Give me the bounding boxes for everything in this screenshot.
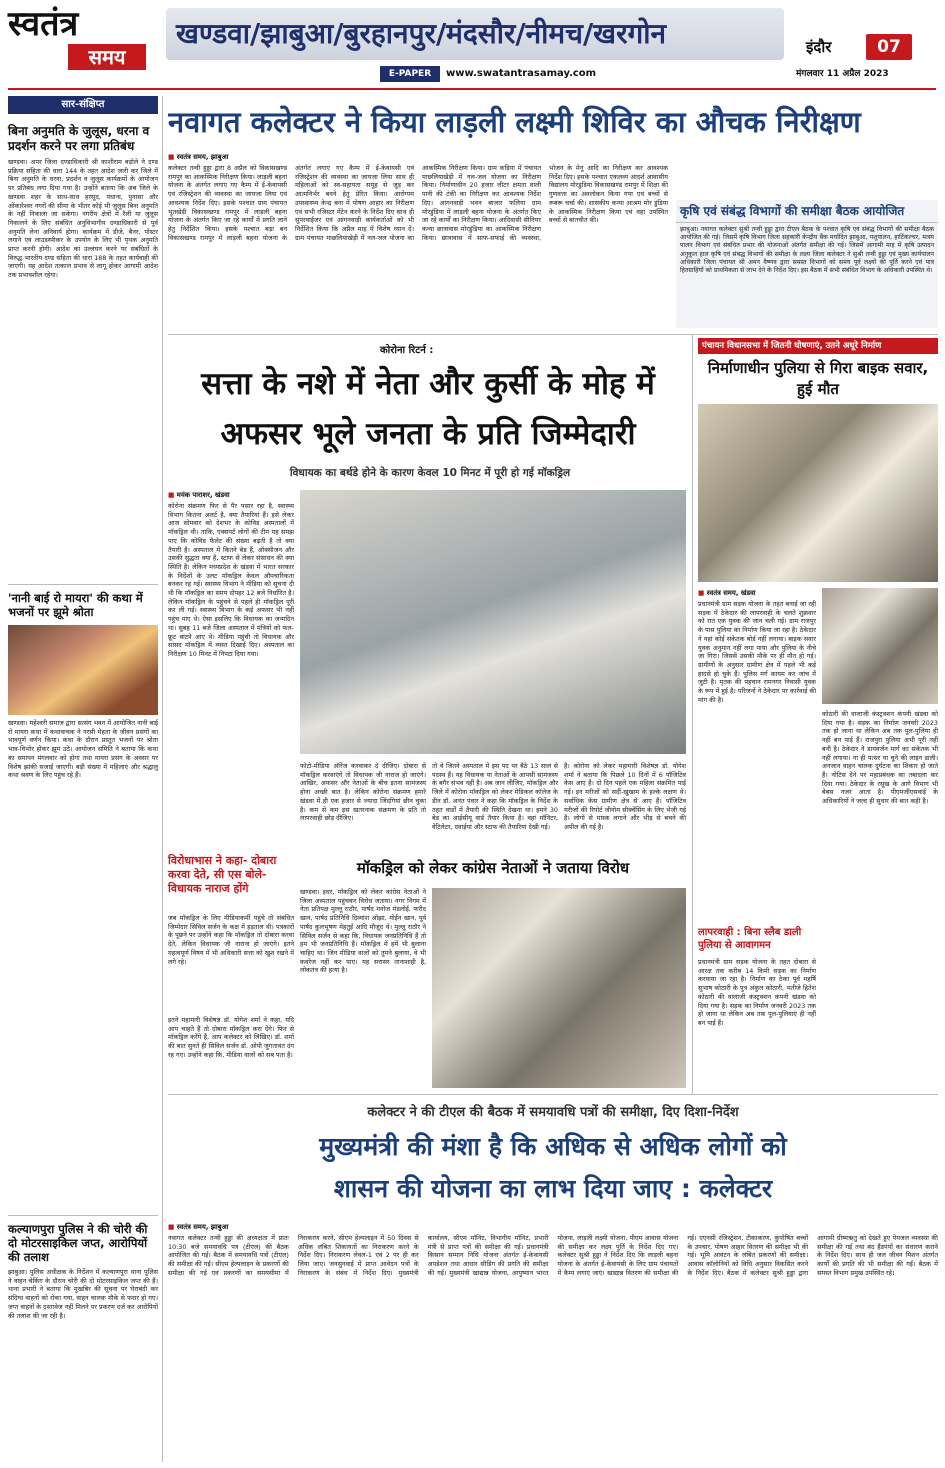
- accident-kicker: पंचायन विधानसभा में जितनी घोषणाएं, उतने अधूरे निर्माण: [698, 338, 938, 354]
- corona-col-a: तो वे जितने अस्पताल में इस पद पर बैठे 13 साल से पदस्थ हैं। यह विधायक या नेताओं के आपसी सामंजस्य के बगैर संभव नहीं है। अब जान लीजिए, मॉकड्रिल और जिले में कोरोना मॉकड्रिल को लेकर मेडिकल कॉलेज के डीन डॉ. अनंत पंवार ने कहा कि मॉकड्रिल के निर्देश के तहत वार्डों में तैयारी की स्थिति देखना था। हमने 30 बेड का आईसीयू वार्ड तैयार किया है। वहां मॉनिटर, वेंटिलेटर, दवाईयां और स्टाफ की तैयारियां देखी गई।: [432, 762, 558, 831]
- section-rule: [168, 1094, 938, 1095]
- accident-inset-photo: [822, 588, 938, 704]
- corona-sub-body: जब मॉकड्रिल के लिए मीडियाकर्मी पहुंचे तो संबंधित जिम्मेदार सिविल सर्जन के कक्ष में हड़ताल थी। पत्रकारों के पूछने पर उन्होंने कहा कि मॉकड्रिल तो दोबारा करवा देते, लेकिन विधायक जी नाराज हो जाएंगे। इतने महत्वपूर्ण विषय में भी अधिकारी सत्ता को खुश रखने में लगे रहे।: [168, 914, 294, 966]
- review-story-body: झाबुआ। नवागत कलेक्टर सुश्री तन्वी हुड्डा द्वारा टीएल बैठक के पश्चात कृषि एवं संबंद्ध विभागों की समीक्षा बैठक आयोजित की गई। जिसमें कृषि विभाग जिला सहकारी केन्द्रीय बैंक मर्यादित झाबुआ, पशुपालन, हार्टिकल्चर, मत्स्य पालन विभाग एवं संबंधित प्रभार की योजनाओं अंतर्गत समीक्षा की गई। जिसमें आगामी माह में कृषि उत्पादन अनुकूल हाल कृषि एवं संबद्ध विभागों की समीक्षा के लक्ष्य जिला कलेक्टर ने सुश्री तन्वी हुड्डा एवं मुख्य कार्यपालन अधिकारी जिला पंचायत श्री अमन वैष्णव द्वारा समस्त विभागों को समय पूर्व लक्ष्यों की पूर्ति करने एवं पात्र हितग्राहियों को प्राथमिकता से लाभ देने के निर्देश दिए। इस बैठक में सभी संबंधित विभाग के अधिकारी उपस्थित थे।: [680, 226, 934, 275]
- protest-headline: मॉकड्रिल को लेकर कांग्रेस नेताओं ने जताया विरोध: [356, 859, 630, 877]
- tl-byline: ■ स्वतंत्र समय, झाबुआ: [168, 1222, 298, 1231]
- accident-subhead: लापरवाही : बिना स्लैब डाली पुलिया से आवागमन: [698, 927, 802, 951]
- sidebar-story2-title: 'नानी बाई रो मायरा' की कथा में भजनों पर झूमे श्रोता: [8, 591, 143, 619]
- accident-body: प्रधानमंत्री ग्राम सड़क योजना के तहत बनाई जा रही सड़क में ठेकेदार की लापरवाही के चलते शुक्रवार को रात एक युवक की जान चली गई। ग्राम राजपुर के पास पुलिया का निर्माण किया जा रहा है। ठेकेदार ने यहां कोई संकेतक बोर्ड नहीं लगाया। बाइक सवार युवक अनुमान नहीं लगा पाया और पुलिया के नीचे जा गिरा। जिससे उसकी मौके पर ही मौत हो गई। ग्रामीणों के अनुसार ग्रामीण क्षेत्र में पहले भी कई हादसे हो चुके हैं। पुलिस मर्ग कायम कर जांच में जुटी है। मृतक की पहचान रामनगर निवासी युवक के रूप में हुई है। परिजनों ने ठेकेदार पर कार्रवाई की मांग की है।: [698, 600, 816, 704]
- sidebar-story2-body: खण्डवा। महेश्वरी समाज द्वारा सत्संग भवन में आयोजित नानी बाई रो मायरा कथा में कथावाचक ने नरसी मेहता के जीवन प्रसंगों का भावपूर्ण वर्णन किया। कथा के दौरान प्रस्तुत भजनों पर श्रोता भाव-विभोर होकर झूम उठे। आयोजन समिति ने बताया कि कथा का समापन मंगलवार को होगा तथा मायरा प्रसंग के अवसर पर विशेष झांकी सजाई जाएगी। बड़ी संख्या में महिलाएं और श्रद्धालु कथा श्रवण के लिए पहुंच रहे हैं।: [8, 719, 158, 780]
- district-names: खण्डवा/झाबुआ/बुरहानपुर/मंदसौर/नीमच/खरगोन: [176, 17, 667, 50]
- corona-col-b: है। कोरोना को लेकर महामारी विशेषज्ञ डॉ. योगेश शर्मा ने बताया कि पिछले 10 दिनों में 6 पॉजिटिव केस आए हैं। दो दिन पहले एक महिला संक्रमित पाई गई। इन मरीजों को सर्दी-खुखाम के हल्के लक्षण थे। सर्वाधिक केस ग्रामीण क्षेत्र से आए हैं। पॉजिटिव मरीजों की रिपोर्ट जीनोम सीक्वेंसिंग के लिए भेजी गई है। लोगों से मास्क लगाने और भीड़ से बचने की अपील की गई है।: [564, 762, 686, 831]
- top-story-body: कलेक्टर तन्वी हुड्डा द्वारा 8 अप्रैल को विकासखण्ड रामपुर का आकस्मिक निरीक्षण किया। लाड़ली बहना योजना के अंतर्गत लगाए गए कैम्प में ई-केवायसी एवं रजिस्ट्रेशन की व्यवस्था का जायजा लिया एवं आवश्यक निर्देश दिए। इसके पश्चात ग्राम पंचायत भूतखेड़ी विकासखण्ड रामपुर में लाड़ली बहना योजना के अंतर्गत किए जा रहे कार्यों में प्रगति लाने हेतु निर्देशित किया। इसके पश्चात बड़ा बन विकासखण्ड रामपुर में लाड़ली बहना योजना के अंतर्गत लगाए गए कैम्प में ई-केवायसी एवं रजिस्ट्रेशन की व्यवस्था का जायजा लिया साथ ही महिलाओं को स्व-सहायता समूह से जुड़ कर आत्मनिर्भर बनने हेतु प्रेरित किया। आरोग्यम उपस्वास्थ्य केन्द्र बना में पोषण आहार का निरीक्षण एवं सभी रजिस्टर मेंटेन करने के निर्देश दिए साथ ही सुपरवाईजर एवं आंगनवाड़ी कार्यकर्ताओं को भी निर्देशित किया कि अप्रैल माह में विशेष ध्यान दें। ग्राम पंचायत माछलियाखेड़ी में नल-जल योजना का आकस्मिक निरीक्षण किया। ग्राम कड़िया में पंचायत माछलियाखेड़ी में नल-जल योजना का निरीक्षण किया। निर्माणाधीन 20 हजार लीटर क्षमता वाली पानी की टंकी का निरीक्षण कर आवश्यक निर्देश दिए। आंगनवाड़ी भवन बाजार फलिया ग्राम मोरडुंडिया में लाड़ली बहना योजना के अंतर्गत किए जा रहे कार्यों का निरीक्षण किया। आदिवासी सीनियर कन्या छात्रावास मोरडुंडिया का आकस्मिक निरीक्षण किया। छात्रावास में साफ-सफाई की व्यवस्था, भोजन के मेनू आदि का निरीक्षण कर आवश्यक निर्देश दिए। इसके पश्चात एकलव्य आदर्श आवासीय विद्यालय मोरडुंडिया विकासखण्ड रामपुर में शिक्षा की गुणवत्ता का अवलोकन किया गया एवं बच्चों से रूबरू चर्चा की। शासकीय कन्या आश्रम मोर डुंडिया के आकस्मिक निरीक्षण किया एवं वहां उपस्थित बच्चों से बातचीत की।: [168, 164, 668, 242]
- top-story-headline: नवागत कलेक्टर ने किया लाड़ली लक्ष्मी शिविर का औचक निरीक्षण: [168, 105, 861, 139]
- corona-subhead: विरोधाभास ने कहा- दोबारा करवा देते, सी एस बोले- विधायक नाराज होंगे: [168, 854, 277, 895]
- review-story: [676, 200, 938, 328]
- corona-bottom-a: इतने महामारी विशेषज्ञ डॉ. योगेश शर्मा ने कहा, यदि आप चाहते हैं तो दोबारा मॉकड्रिल करा देंगे। फिर से मॉकड्रिल करेंगे हैं, आप कलेक्टर को लिखिए। डॉ. शर्मा की बात सुनते ही सिविल सर्जन डॉ. ओपी जुगतावत दंग रह गए। उन्होंने कहा कि, मीडिया वालों को सब पता है।: [168, 1016, 294, 1059]
- corona-deck: विधायक का बर्थडे होने के कारण केवल 10 मिनट में पूरी हो गई मॉकड्रिल: [289, 467, 571, 479]
- section-rule: [168, 334, 938, 335]
- sidebar-story1-title: बिना अनुमति के जुलूस, धरना व प्रदर्शन करने पर लगा प्रतिबंध: [8, 124, 150, 153]
- accident-col-right: कोठारी की वालाजी कंस्ट्रक्शन कंपनी खंडवा को दिया गया है। सड़क का निर्माण जनवरी 2023 तक हो जाना था लेकिन अब तक पुल-पुलिया ही नहीं बन पाई हैं। राजपुरा पुलिया अभी पूरी नहीं बनी है। ठेकेदार ने डायवर्जन मार्ग का संकेतक भी नहीं लगाया। ना ही पत्थर या चूने की लाइन डाली। अनजान वाहन चालक दुर्घटना का शिकार हो जाते हैं। नोटिस देने पर महाप्रबंधक का तबादला कर दिया गया। ठेकेदार के रसूख के आगे विभाग भी बेबस नजर आता है। पीएमजीएसवाई के अधिकारियों ने जल्द ही सुधार की बात कही है।: [822, 710, 938, 806]
- corona-byline: ■ मयंक पाराशर, खंडवा: [168, 490, 298, 499]
- masthead: [0, 0, 945, 92]
- epaper-badge: E-PAPER: [380, 66, 440, 82]
- issue-date: मंगलवार 11 अप्रैल 2023: [796, 69, 889, 79]
- sidebar: [8, 96, 158, 1462]
- corona-photo-caption: फोटो-मीडिया ऑरेंज करवाकर दे दीजिए। दोबारा से मॉकड्रिल करवाएंगे तो विधायक जी नाराज हो जाएंगे। आखिर, अफसर और नेताओं के बीच इतना सामंजस्य होना अच्छी बात है। लेकिन कोरोना संक्रमण हमारे खंडवा में ही एक हजार से ज्यादा जिंदगियां छीन चुका है। कम से कम इस खतरनाक संक्रमण के प्रति तो लापरवाही छोड़ दीजिए।: [300, 762, 426, 823]
- edition-city: इंदौर: [806, 38, 832, 56]
- corona-headline-line1: सत्ता के नशे में नेता और कुर्सी के मोह में: [201, 366, 655, 402]
- page-number: 07: [866, 34, 912, 60]
- corona-headline-line2: अफसर भूले जनता के प्रति जिम्मेदारी: [220, 416, 636, 452]
- column-rule: [162, 96, 163, 1462]
- logo-top: स्वतंत्र: [8, 4, 79, 44]
- column-rule: [692, 334, 693, 1094]
- accident-byline: ■ स्वतंत्र समय, खंडवा: [698, 588, 816, 597]
- tl-headline-line1: मुख्यमंत्री की मंशा है कि अधिक से अधिक लोगों को: [319, 1132, 787, 1161]
- bridge-photo: [698, 404, 938, 582]
- logo: [8, 4, 158, 84]
- masthead-rule: [8, 88, 936, 90]
- top-story-tail: [676, 152, 938, 196]
- bhajan-photo: [8, 625, 158, 715]
- tl-kicker: कलेक्टर ने की टीएल की बैठक में समयावधि पत्रों की समीक्षा, दिए दिशा-निर्देश: [367, 1105, 739, 1120]
- sidebar-story3-title: कल्याणपुरा पुलिस ने की चोरी की दो मोटरसाइकिल जप्त, आरोपियों की तलाश: [8, 1222, 148, 1264]
- protest-photo: [432, 888, 686, 1088]
- tl-headline-line2: शासन की योजना का लाभ दिया जाए : कलेक्टर: [333, 1174, 773, 1203]
- sidebar-story3-body: झाबुआ। पुलिस अधीक्षक के निर्देशन में कल्याणपुरा थाना पुलिस ने वाहन चेकिंग के दौरान चोरी की दो मोटरसाइकिल जप्त की हैं। थाना प्रभारी ने बताया कि मुखबिर की सूचना पर घेराबंदी कर संदिग्ध वाहनों को रोका गया, वाहन चालक मौके से फरार हो गए। जप्त वाहनों के दस्तावेज नहीं मिलने पर प्रकरण दर्ज कर आरोपियों की तलाश की जा रही है।: [8, 1268, 158, 1320]
- corona-body: कोरोना संक्रमण फिर से पैर पसार रहा है, स्वास्थ्य विभाग कितना अलर्ट है, क्या तैयारियां हैं। इसे लेकर आज सोमवार को देशभर के कोविड अस्पतालों में मॉकड्रिल थी। ताकि, एक्सपर्ट लोगों की टीम यह समझ पाए कि कोविड फैलेट की संख्या बढ़ती है तो क्या तैयारी है। अस्पताल में कितने बेड हैं, ऑक्सीजन और उसकी सुद्धता क्या है, स्टाफ से लेकर संसाधन की क्या स्थिति है। लेकिन मध्यप्रदेश के खंडवा में भारत सरकार के निर्देशों के उलट मॉकड्रिल केवल औपचारिकता बनकर रह गई। स्वास्थ्य विभाग ने मीडिया को सूचना दी थी कि मॉकड्रिल का समय दोपहर 12 बजे निर्धारित है। लेकिन मॉकड्रिल के पहुंचने से पहले ही मॉकड्रिल पूरी कर ली गई। स्वास्थ्य विभाग के कई अफसर भी नहीं पहुंच पाए थे। ऐसा इसलिए कि विधायक का जन्मदिन था। सुबह 11 बजे जिला अस्पताल में मंत्रियों को फल-फ्रूट बांटने आए थे। मीडिया पहुंची तो विधायक और सांसद मॉकड्रिल में व्यस्त दिखाई दिए। अस्पताल का निरीक्षण 10 मिनट में निपटा दिया गया।: [168, 502, 294, 658]
- hospital-photo: [300, 490, 686, 754]
- corona-kicker: कोरोना रिटर्न :: [380, 345, 434, 356]
- district-strip: [166, 8, 784, 60]
- accident-sub-body: प्रधानमंत्री ग्राम सड़क योजना के तहत दोबारा से आरक्ष तक करीब 14 किमी सड़क का निर्माण करवाया जा रहा है। निर्माण का ठेका पूर्व महर्षि सुभाष कोठारी के पुत्र अंकुल कोठारी, भतीजे हितेश कोठारी की वालाजी कंस्ट्रक्शन कंपनी खंडवा को दिया गया है। सड़क का निर्माण जनवरी 2023 तक हो जाना था लेकिन अब तक पुल-पुलियाएं ही नहीं बन पाई हैं।: [698, 958, 816, 1027]
- sidebar-header: सार-संक्षिप्त: [8, 96, 158, 114]
- website-link[interactable]: www.swatantrasamay.com: [446, 68, 597, 79]
- sidebar-divider: [8, 584, 158, 585]
- sidebar-story1-body: खण्डवा। अपर जिला दण्डाधिकारी श्री काशीराम बड़ोले ने दण्ड प्रक्रिया संहिता की धारा 144 के तहत आदेश जारी कर जिले में बिना अनुमति के धरना, प्रदर्शन व जुलूस कार्यक्रमों के आयोजन पर प्रतिबंध लगा दिया गया है। उन्होंने बताया कि अब जिले के खण्डवा शहर के साथ-साथ हरसूद, पंधाना, पुनासा और ओंकारेश्वर नगरों की सीमा के भीतर कोई भी जुलूस बिना अनुमति के नहीं निकाला जा सकेगा। नगरीय क्षेत्रों में रैली या जुलूस निकालने के लिए संबंधित अनुविभागीय दण्डाधिकारी से पूर्व अनुमति लेना अनिवार्य होगा। कार्यक्रम में डीजे, बैनर, पोस्टर लगाने एवं लाउडस्पीकर के उपयोग के लिए भी पृथक अनुमति प्राप्त करनी होगी। आदेश का उल्लंघन करने पर संबंधितों के विरुद्ध भारतीय दण्ड संहिता की धारा 188 के तहत कार्यवाही की जाएगी। यह आदेश तत्काल प्रभाव से लागू होकर आगामी आदेश तक प्रभावशील रहेगा।: [8, 158, 158, 280]
- protest-body: खण्डवा। इधर, मॉकड्रिल को लेकर कांग्रेस नेताओं ने जिला अस्पताल पहुंचकर विरोध जताया। नगर निगम में नेता प्रतिपक्ष मुल्लू राठौर, पार्षद मनोज मंडलोई, फरीद खान, पार्षद प्रतिनिधि दिव्यांश ओझा, मोईन खान, पूर्व पार्षद कुलभूषण मेहतुई आदि मौजूद थे। मुल्लू राठौर ने सिविल सर्जन से कहा कि, विधायक जनप्रतिनिधि हैं तो हम भी जनप्रतिनिधि हैं। मॉकड्रिल में हमें भी बुलाना चाहिए था। जिन मीडिया वालों को तुमने बुलाया, वे भी कवरेज नहीं कर पाए। यह सरासर तानाशाही है, लोकतंत्र की हत्या है।: [300, 888, 426, 975]
- review-story-headline: कृषि एवं संबंद्ध विभागों की समीक्षा बैठक आयोजित: [676, 200, 938, 223]
- tl-body: नवागत कलेक्टर तन्वी हुड्डा की अध्यक्षता में प्रातः 10:30 बजे समयावधि पत्र (टीएल) की बैठक आयोजित की गई। बैठक में समयावधि पत्रों (टीएल) की समीक्षा की गई। सीएम हेल्पलाइन के प्रकरणों की समीक्षा की गई एवं प्रकरणों का समयसीमा में निराकरण करने, सीएम हेल्पलाइन में 50 दिवस से अधिक लंबित शिकायतों का निराकरण करने के निर्देश दिए। निराकरण लेवल-1 एवं 2 पर ही कर लिया जाए। जनसुनवाई में प्राप्त आवेदन पत्रों के निराकरण के संबंध में निर्देश दिए। मुख्यमंत्री कार्यालय, सीएम मॉनिट, विभागीय मॉनिट, प्रभारी मंत्री से प्राप्त पत्रों की समीक्षा की गई। प्रधानमंत्री किसान सम्मान निधि योजना अंतर्गत ई-केवायसी अपडेशन तथा आधार सीडिंग की प्रगति की समीक्षा की गई। मुख्यमंत्री खाद्यान्न योजना, आयुष्मान भारत योजना, लाड़ली लक्ष्मी योजना, पीएम आवास योजना की समीक्षा कर लक्ष्य पूर्ति के निर्देश दिए गए। कलेक्टर सुश्री हुड्डा ने निर्देश दिए कि लाड़ली बहना योजना के अंतर्गत ई-केवायसी के लिए ग्राम पंचायतों में कैम्प लगाए जाएं। खाद्यान्न वितरण की समीक्षा की गई। एएनसी रजिस्ट्रेशन, टीकाकरण, कुपोषित बच्चों के उपचार, पोषण आहार वितरण की समीक्षा भी की गई। भूमि आवंटन के लंबित प्रकरणों की समीक्षा। आवास कॉलोनियों को विधि अनुसार विकसित करने के निर्देश दिए। बैठक में कलेक्टर सुश्री हुड्डा द्वारा आगामी ग्रीष्मऋतु को देखते हुए पेयजल व्यवस्था की समीक्षा की गई तथा बंद हैंडपंपों का संधारण कराने के निर्देश दिए। साथ ही जल जीवन मिशन अंतर्गत कार्यों की प्रगति की भी समीक्षा की गई। बैठक में समस्त विभाग प्रमुख उपस्थित रहे।: [168, 1234, 938, 1277]
- top-story-byline: ■ स्वतंत्र समय, झाबुआ: [168, 152, 298, 161]
- sidebar-divider: [8, 1215, 158, 1216]
- logo-bottom: समय: [68, 44, 146, 70]
- accident-headline: निर्माणाधीन पुलिया से गिरा बाइक सवार, हुई मौत: [707, 359, 929, 398]
